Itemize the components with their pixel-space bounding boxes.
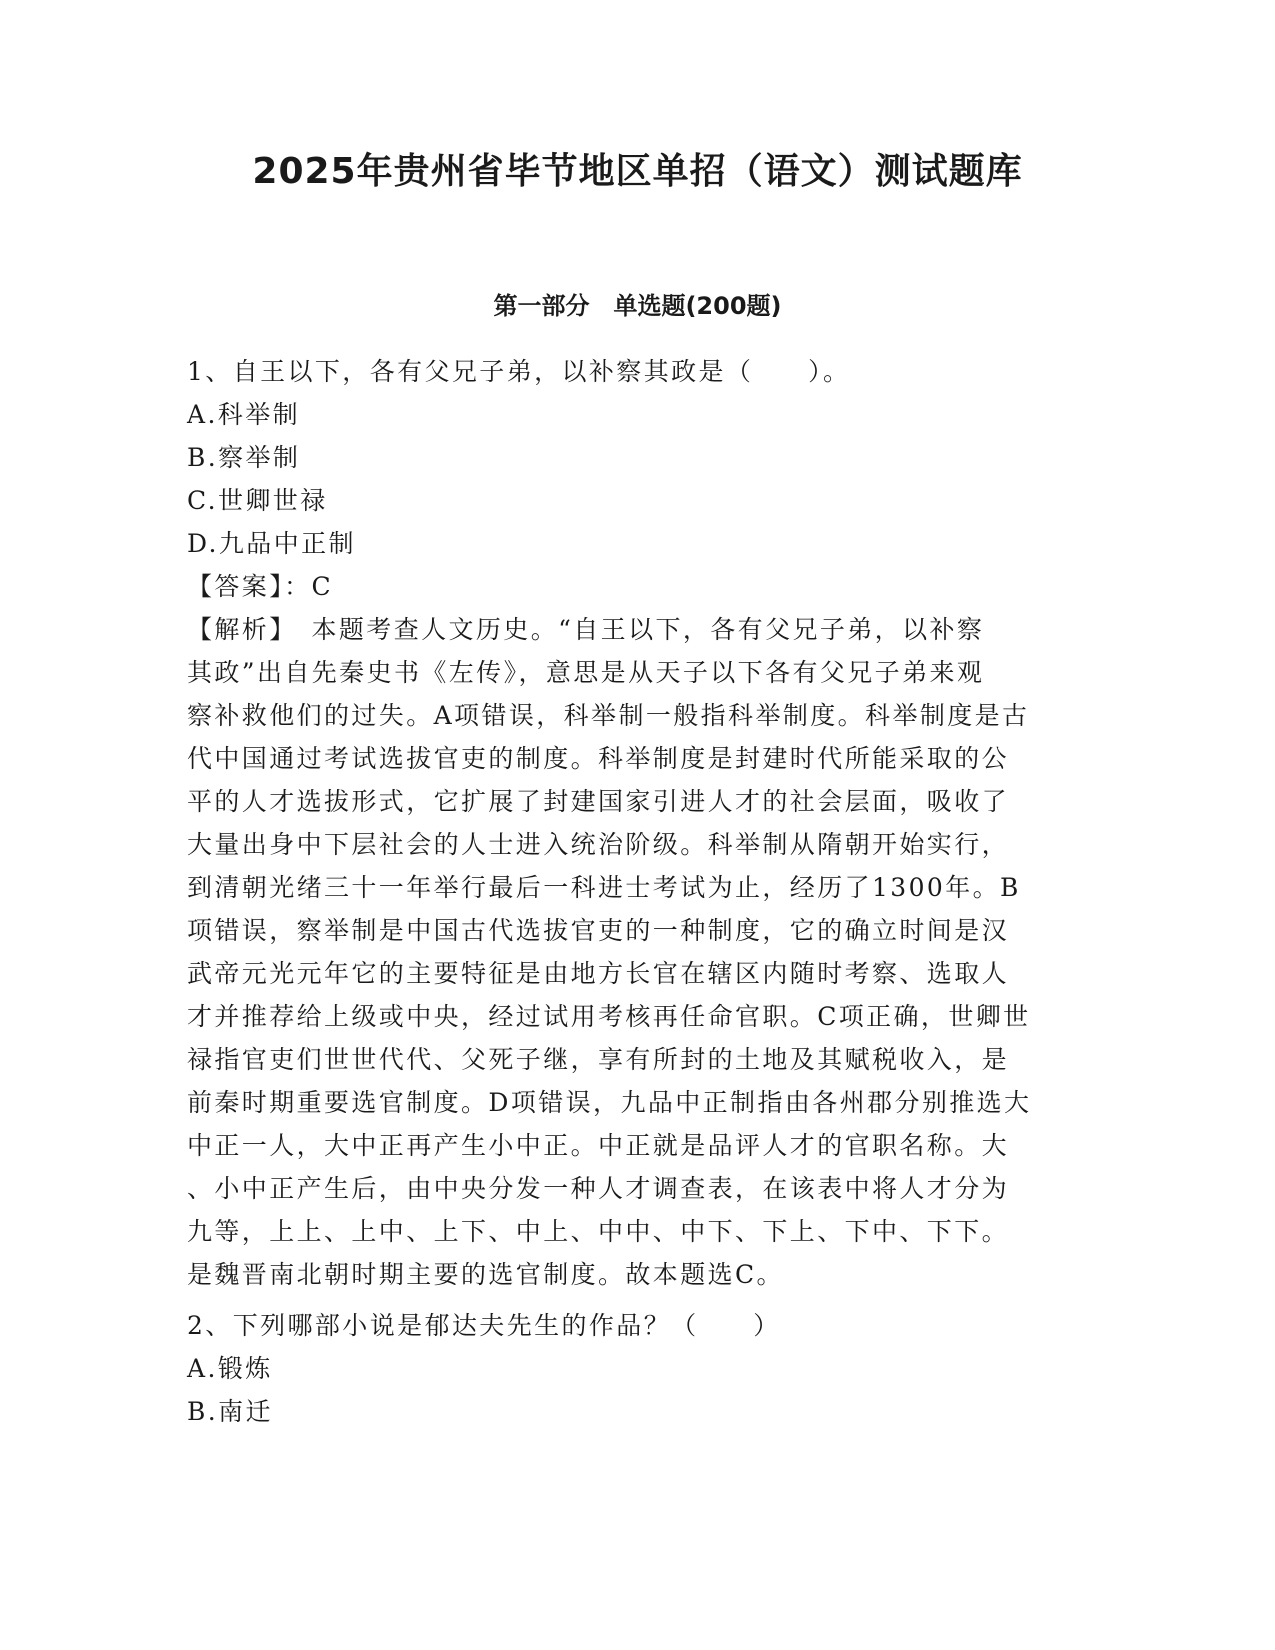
analysis-line: 大量出身中下层社会的人士进入统治阶级。科举制从隋朝开始实行， <box>187 830 1010 859</box>
analysis-line: 【解析】 本题考查人文历史。“自王以下，各有父兄子弟，以补察 <box>187 615 985 644</box>
question-list <box>187 350 1077 1433</box>
analysis <box>187 608 1077 1296</box>
option-a: A.锻炼 <box>187 1354 273 1383</box>
analysis-line: 九等，上上、上中、上下、中上、中中、中下、下上、下中、下下。 <box>187 1217 1010 1246</box>
question-stem: 1、自王以下，各有父兄子弟，以补察其政是（ ）。 <box>187 357 851 386</box>
analysis-line: 禄指官吏们世世代代、父死子继，享有所封的土地及其赋税收入，是 <box>187 1045 1010 1074</box>
analysis-line: 平的人才选拔形式，它扩展了封建国家引进人才的社会层面，吸收了 <box>187 787 1010 816</box>
answer: 【答案】：C <box>187 572 334 601</box>
analysis-line: 到清朝光绪三十一年举行最后一科进士考试为止，经历了1300年。B <box>187 873 1021 902</box>
analysis-line: 是魏晋南北朝时期主要的选官制度。故本题选C。 <box>187 1260 784 1289</box>
option-b: B.察举制 <box>187 443 301 472</box>
analysis-line: 代中国通过考试选拔官吏的制度。科举制度是封建时代所能采取的公 <box>187 744 1010 773</box>
analysis-line: 武帝元光元年它的主要特征是由地方长官在辖区内随时考察、选取人 <box>187 959 1010 988</box>
analysis-line: 、小中正产生后，由中央分发一种人才调查表，在该表中将人才分为 <box>187 1174 1010 1203</box>
option-c: C.世卿世禄 <box>187 486 328 515</box>
analysis-line: 察补救他们的过失。A项错误，科举制一般指科举制度。科举制度是古 <box>187 701 1030 730</box>
analysis-line: 其政”出自先秦史书《左传》，意思是从天子以下各有父兄子弟来观 <box>187 658 985 687</box>
option-a: A.科举制 <box>187 400 301 429</box>
question-2 <box>187 1304 1077 1433</box>
document-title: 2025年贵州省毕节地区单招（语文）测试题库 <box>252 151 1023 192</box>
analysis-line: 中正一人，大中正再产生小中正。中正就是品评人才的官职名称。大 <box>187 1131 1010 1160</box>
analysis-line: 前秦时期重要选官制度。D项错误，九品中正制指由各州郡分别推选大 <box>187 1088 1032 1117</box>
option-b: B.南迁 <box>187 1397 273 1426</box>
option-d: D.九品中正制 <box>187 529 356 558</box>
analysis-line: 项错误，察举制是中国古代选拔官吏的一种制度，它的确立时间是汉 <box>187 916 1010 945</box>
analysis-line: 才并推荐给上级或中央，经过试用考核再任命官职。C项正确，世卿世 <box>187 1002 1031 1031</box>
question-stem: 2、下列哪部小说是郁达夫先生的作品？（ ） <box>187 1311 781 1340</box>
question-1 <box>187 350 1077 1296</box>
section-title: 第一部分 单选题(200题) <box>493 292 782 320</box>
